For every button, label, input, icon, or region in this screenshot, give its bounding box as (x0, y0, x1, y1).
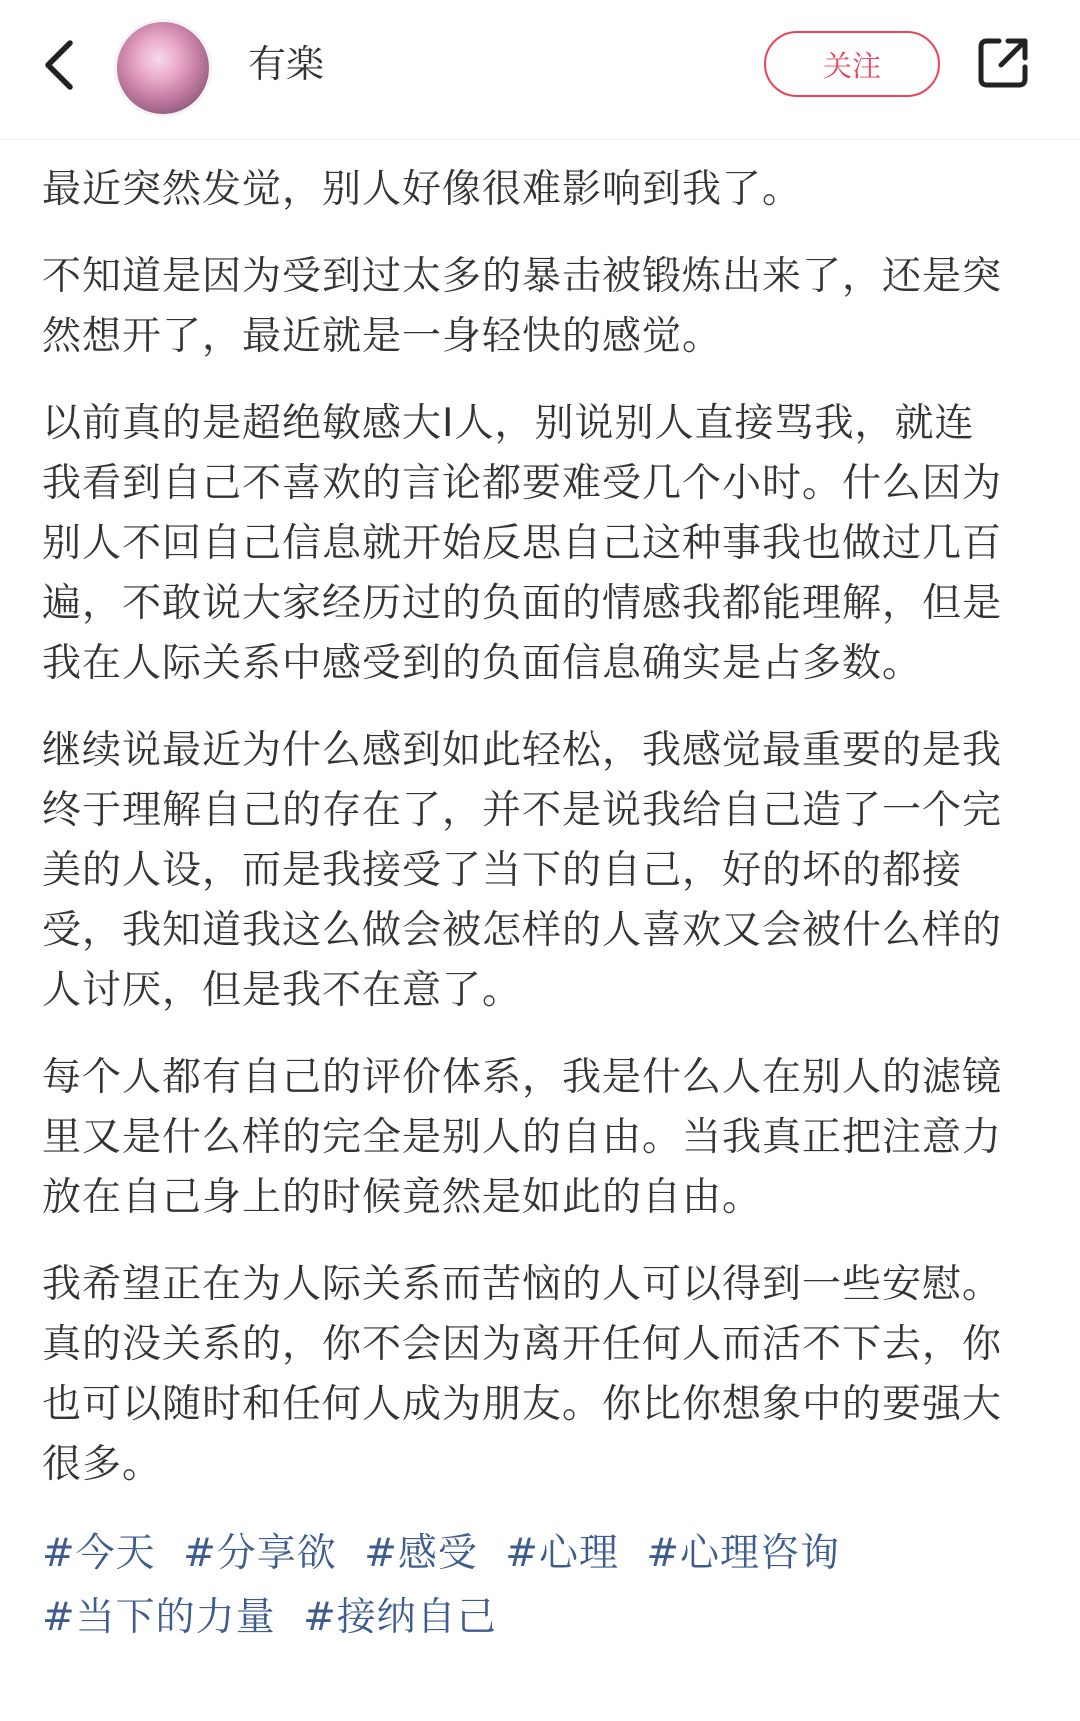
follow-button[interactable]: 关注 (764, 31, 940, 97)
post-paragraph: 最近突然发觉，别人好像很难影响到我了。 (42, 167, 803, 212)
hashtag-link[interactable]: #接纳自己 (303, 1595, 497, 1640)
hashtag-link[interactable]: #当下的力量 (42, 1595, 276, 1640)
top-bar (0, 0, 1080, 140)
hashtag-link[interactable]: #感受 (364, 1531, 478, 1576)
hashtag-link[interactable]: #分享欲 (183, 1531, 337, 1576)
chevron-left-icon (38, 37, 78, 93)
post-paragraph: 我希望正在为人际关系而苦恼的人可以得到一些安慰。真的没关系的，你不会因为离开任何人而活不下去，你也可以随时和任何人成为朋友。你比你想象中的要强大很多。 (42, 1262, 1003, 1487)
back-button[interactable] (28, 32, 88, 98)
hashtag-link[interactable]: #今天 (42, 1531, 156, 1576)
avatar[interactable] (117, 22, 209, 114)
post-content (42, 160, 1007, 1650)
username[interactable]: 有楽 (248, 42, 325, 86)
post-paragraph: 不知道是因为受到过太多的暴击被锻炼出来了，还是突然想开了，最近就是一身轻快的感觉。 (42, 254, 1003, 359)
post-paragraph: 继续说最近为什么感到如此轻松，我感觉最重要的是我终于理解自己的存在了，并不是说我给自己造了一个完美的人设，而是我接受了当下的自己，好的坏的都接受，我知道我这么做会被怎样的人喜欢又会被什么样的人讨厌，但是我不在意了。 (42, 728, 1003, 1013)
share-button[interactable] (970, 30, 1036, 96)
share-external-icon (975, 35, 1031, 91)
hashtag-link[interactable]: #心理咨询 (646, 1531, 841, 1576)
hashtag-list (42, 1522, 1007, 1650)
post-paragraph: 以前真的是超绝敏感大I人，别说别人直接骂我，就连我看到自己不喜欢的言论都要难受几个小时。什么因为别人不回自己信息就开始反思自己这种事我也做过几百遍，不敢说大家经历过的负面的情感我都能理解，但是我在人际关系中感受到的负面信息确实是占多数。 (42, 401, 1003, 686)
post-paragraph: 每个人都有自己的评价体系，我是什么人在别人的滤镜里又是什么样的完全是别人的自由。当我真正把注意力放在自己身上的时候竟然是如此的自由。 (42, 1055, 1003, 1220)
hashtag-link[interactable]: #心理 (505, 1531, 619, 1576)
